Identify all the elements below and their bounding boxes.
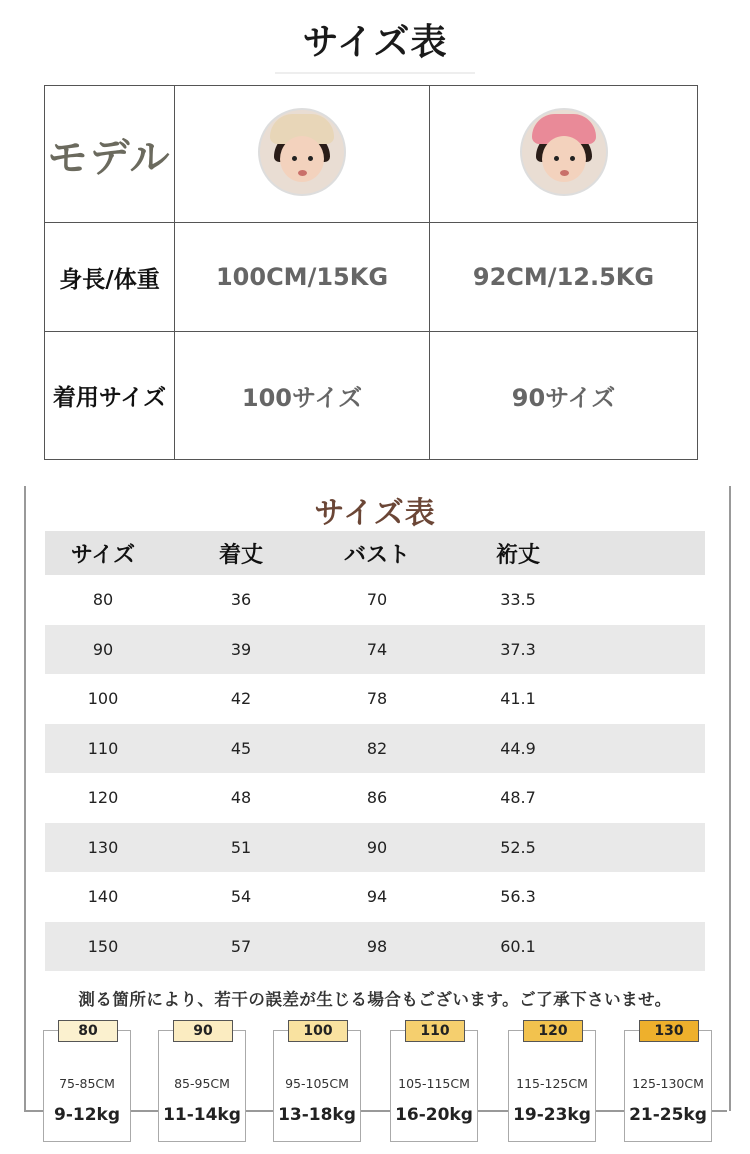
cell-length: 51	[161, 823, 321, 873]
table-row	[45, 773, 705, 823]
worn-size-label: 着用サイズ	[52, 385, 167, 411]
cell-size: 100	[45, 674, 161, 724]
table-row	[45, 823, 705, 873]
size-card-tag: 80	[58, 1020, 118, 1042]
size-chart-table	[45, 531, 705, 971]
cell-sleeve: 60.1	[433, 922, 603, 972]
size-card	[158, 1023, 246, 1142]
cell-bust: 70	[321, 575, 433, 625]
size-card-height: 125-130CM	[632, 1076, 704, 1091]
cell-bust: 74	[321, 625, 433, 675]
cell-pad	[603, 674, 705, 724]
title-underline	[275, 72, 475, 74]
cell-size: 150	[45, 922, 161, 972]
table-row	[45, 575, 705, 625]
cell-bust: 90	[321, 823, 433, 873]
cell-length: 57	[161, 922, 321, 972]
table-row	[45, 872, 705, 922]
model-2-photo-cell	[430, 86, 698, 223]
cell-sleeve: 56.3	[433, 872, 603, 922]
cell-pad	[603, 724, 705, 774]
header-bust: バスト	[321, 531, 433, 575]
cell-pad	[603, 773, 705, 823]
size-card-height: 95-105CM	[285, 1076, 349, 1091]
size-card-weight: 13-18kg	[278, 1105, 356, 1125]
cell-sleeve: 33.5	[433, 575, 603, 625]
size-card-weight: 11-14kg	[163, 1105, 241, 1125]
model-2-height-weight: 92CM/12.5KG	[472, 263, 655, 291]
cell-bust: 86	[321, 773, 433, 823]
size-card	[273, 1023, 361, 1142]
cell-length: 54	[161, 872, 321, 922]
cell-length: 36	[161, 575, 321, 625]
size-card-weight: 21-25kg	[629, 1105, 707, 1125]
size-card-tag: 130	[639, 1020, 699, 1042]
size-card-height: 115-125CM	[516, 1076, 588, 1091]
size-card-weight: 19-23kg	[513, 1105, 591, 1125]
cell-pad	[603, 872, 705, 922]
cell-pad	[603, 625, 705, 675]
header-sleeve: 裄丈	[433, 531, 603, 575]
cell-size: 80	[45, 575, 161, 625]
cell-size: 120	[45, 773, 161, 823]
header-length: 着丈	[161, 531, 321, 575]
table-row	[45, 922, 705, 972]
cell-sleeve: 52.5	[433, 823, 603, 873]
model-table	[44, 85, 698, 460]
size-card-tag: 100	[288, 1020, 348, 1042]
cell-size: 110	[45, 724, 161, 774]
cell-pad	[603, 575, 705, 625]
height-weight-label: 身長/体重	[59, 266, 160, 293]
size-card-height: 105-115CM	[398, 1076, 470, 1091]
table-row	[45, 674, 705, 724]
cell-size: 140	[45, 872, 161, 922]
size-card-weight: 9-12kg	[53, 1105, 121, 1125]
cell-sleeve: 44.9	[433, 724, 603, 774]
size-chart-title: サイズ表	[314, 496, 436, 531]
model-2-size: 90サイズ	[511, 384, 616, 412]
cell-length: 42	[161, 674, 321, 724]
size-card-height: 85-95CM	[174, 1076, 230, 1091]
cell-length: 48	[161, 773, 321, 823]
size-card-tag: 120	[523, 1020, 583, 1042]
table-row	[45, 625, 705, 675]
cell-sleeve: 48.7	[433, 773, 603, 823]
cell-size: 90	[45, 625, 161, 675]
cell-length: 45	[161, 724, 321, 774]
model-1-size: 100サイズ	[241, 384, 363, 412]
measurement-note: 測る箇所により、若干の誤差が生じる場合もございます。ご了承下さいませ。	[78, 990, 672, 1009]
size-card-height: 75-85CM	[59, 1076, 115, 1091]
table-row	[45, 724, 705, 774]
model-label-cell	[45, 86, 175, 223]
model-label: モデル	[47, 134, 172, 181]
cell-sleeve: 41.1	[433, 674, 603, 724]
cell-size: 130	[45, 823, 161, 873]
cell-sleeve: 37.3	[433, 625, 603, 675]
cell-pad	[603, 823, 705, 873]
cell-bust: 78	[321, 674, 433, 724]
size-card	[508, 1023, 596, 1142]
size-card	[624, 1023, 712, 1142]
header-size: サイズ	[45, 531, 161, 575]
size-card-tag: 90	[173, 1020, 233, 1042]
model-1-photo-cell	[175, 86, 430, 223]
model-1-height-weight: 100CM/15KG	[215, 263, 389, 291]
size-card	[390, 1023, 478, 1142]
header-pad	[603, 531, 705, 575]
cell-pad	[603, 922, 705, 972]
cell-bust: 94	[321, 872, 433, 922]
size-card-weight: 16-20kg	[395, 1105, 473, 1125]
cell-bust: 98	[321, 922, 433, 972]
model-1-avatar	[258, 108, 346, 196]
size-card-tag: 110	[405, 1020, 465, 1042]
cell-bust: 82	[321, 724, 433, 774]
cell-length: 39	[161, 625, 321, 675]
page-title: サイズ表	[302, 22, 448, 63]
model-2-avatar	[520, 108, 608, 196]
size-card	[43, 1023, 131, 1142]
